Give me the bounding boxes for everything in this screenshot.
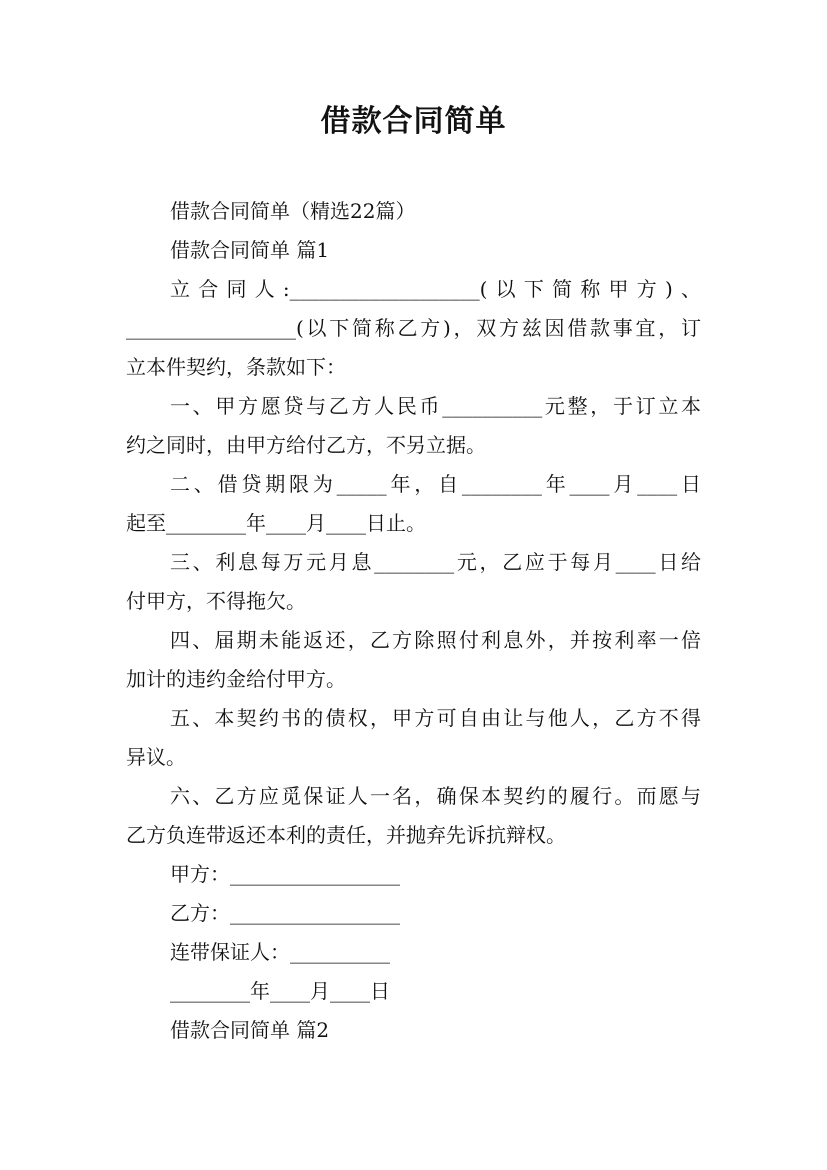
paragraph-line: 立合同人:___________________(以下简称甲方)、 xyxy=(170,277,701,301)
party-b-signature: 乙方：_________________ xyxy=(170,901,400,925)
clause-5-line: 五、本契约书的债权，甲方可自由让与他人，乙方不得 xyxy=(170,706,701,730)
paragraph-line: _________________(以下简称乙方)，双方兹因借款事宜，订 xyxy=(126,316,701,340)
party-a-signature: 甲方：_________________ xyxy=(170,862,400,886)
clause-6-line: 六、乙方应觅保证人一名，确保本契约的履行。而愿与 xyxy=(170,784,701,808)
clause-5-line: 异议。 xyxy=(126,745,186,769)
document-subtitle: 借款合同简单（精选22篇） xyxy=(170,199,416,223)
date-line: ________年____月____日 xyxy=(170,979,390,1003)
guarantor-signature: 连带保证人：__________ xyxy=(170,940,390,964)
clause-3-line: 付甲方，不得拖欠。 xyxy=(126,589,306,613)
clause-2-line: 起至________年____月____日止。 xyxy=(126,511,426,535)
clause-1-line: 约之同时，由甲方给付乙方，不另立据。 xyxy=(126,433,486,457)
clause-4-line: 四、届期未能返还，乙方除照付利息外，并按利率一倍 xyxy=(170,628,701,652)
clause-3-line: 三、利息每万元月息________元，乙应于每月____日给 xyxy=(170,550,701,574)
document-title: 借款合同简单 xyxy=(320,104,507,139)
section-heading-1: 借款合同简单 篇1 xyxy=(170,238,330,262)
clause-4-line: 加计的违约金给付甲方。 xyxy=(126,667,346,691)
clause-2-line: 二、借贷期限为_____年，自________年____月____日 xyxy=(170,472,701,496)
section-heading-2: 借款合同简单 篇2 xyxy=(170,1018,330,1042)
clause-1-line: 一、甲方愿贷与乙方人民币__________元整，于订立本 xyxy=(170,394,701,418)
paragraph-line: 立本件契约，条款如下： xyxy=(126,355,346,379)
clause-6-line: 乙方负连带返还本利的责任，并抛弃先诉抗辩权。 xyxy=(126,823,566,847)
